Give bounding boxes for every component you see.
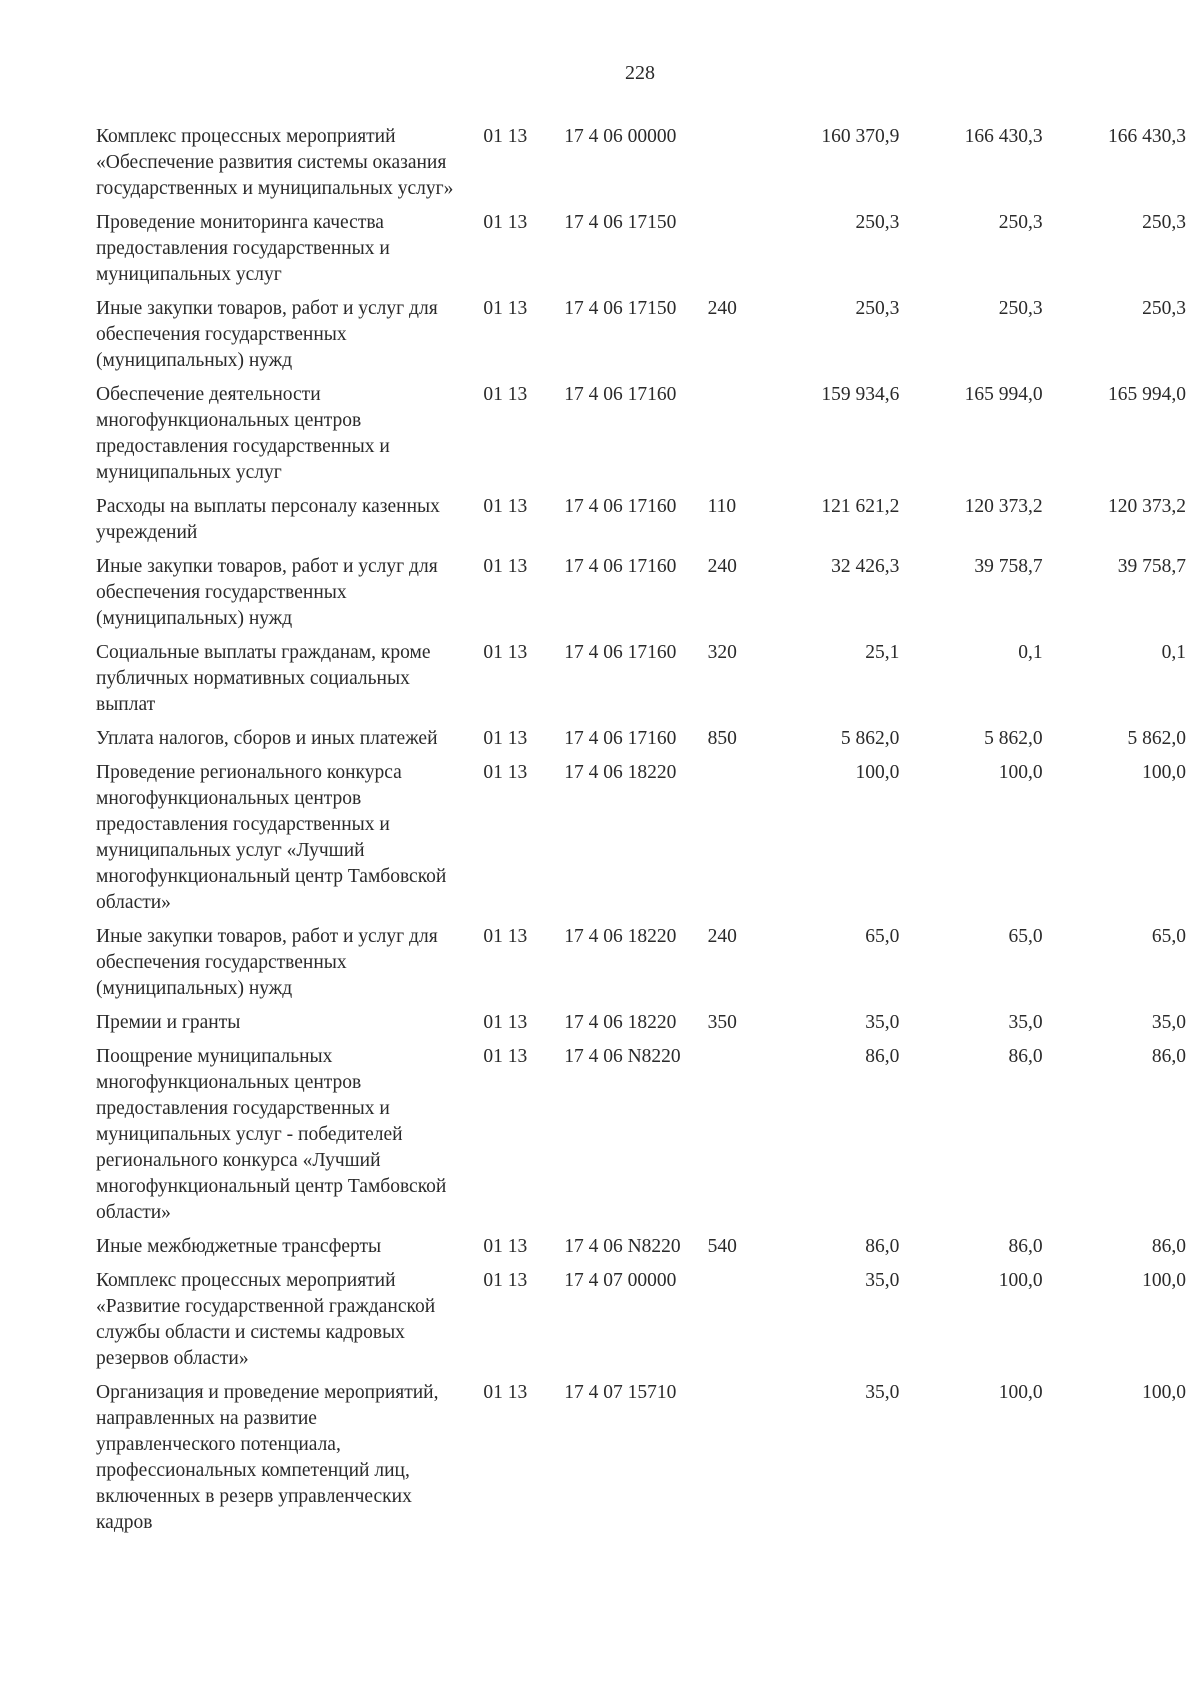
- table-row: [96, 124, 1190, 210]
- amount-year-2: 100,0: [998, 1382, 1043, 1403]
- page-number: 228: [625, 62, 655, 84]
- section-code: 01 13: [483, 1382, 528, 1403]
- section-code: 01 13: [483, 384, 528, 405]
- target-article-code: 17 4 06 17160: [564, 496, 677, 517]
- expense-type-code: [708, 124, 760, 210]
- amount-year-3: 120 373,2: [1108, 496, 1186, 517]
- amount-year-2: 86,0: [1008, 1236, 1043, 1257]
- table-row: [96, 1044, 1190, 1234]
- expense-name: Комплекс процессных мероприятий «Развитие государственной гражданской службы области и системы кадровых резервов области»: [96, 1270, 436, 1369]
- section-code: 01 13: [483, 728, 528, 749]
- expense-name: Социальные выплаты гражданам, кроме публичных нормативных социальных выплат: [96, 642, 431, 715]
- target-article-code: 17 4 07 15710: [564, 1382, 677, 1403]
- expense-name: Проведение мониторинга качества предоставления государственных и муниципальных услуг: [96, 212, 390, 285]
- table-row: [96, 924, 1190, 1010]
- amount-year-2: 120 373,2: [964, 496, 1043, 517]
- amount-year-2: 165 994,0: [964, 384, 1043, 405]
- expense-name: Иные межбюджетные трансферты: [96, 1236, 382, 1257]
- amount-year-3: 100,0: [1142, 1270, 1186, 1291]
- expense-name: Проведение регионального конкурса многофункциональных центров предоставления государственных и муниципальных услуг «Лучший многофункциональный центр Тамбовской области»: [96, 762, 447, 913]
- expense-type-code: [708, 1044, 760, 1234]
- expense-name: Поощрение муниципальных многофункциональных центров предоставления государственных и муниципальных услуг - победителей регионального конкурса «Лучший многофункциональный центр Тамбовской области»: [96, 1046, 447, 1223]
- section-code: 01 13: [483, 298, 528, 319]
- expense-name: Иные закупки товаров, работ и услуг для обеспечения государственных (муниципальных) нужд: [96, 556, 438, 629]
- amount-year-1: 32 426,3: [831, 556, 900, 577]
- amount-year-1: 100,0: [855, 762, 900, 783]
- amount-year-1: 65,0: [865, 926, 900, 947]
- expense-name: Организация и проведение мероприятий, направленных на развитие управленческого потенциала, профессиональных компетенций лиц, включенных в резерв управленческих кадров: [96, 1382, 439, 1533]
- table-row: [96, 760, 1190, 924]
- budget-table: [96, 124, 1190, 1544]
- section-code: 01 13: [483, 926, 528, 947]
- amount-year-1: 160 370,9: [821, 126, 900, 147]
- section-code: 01 13: [483, 556, 528, 577]
- amount-year-2: 250,3: [998, 298, 1043, 319]
- expense-name: Обеспечение деятельности многофункциональных центров предоставления государственных и муниципальных услуг: [96, 384, 390, 483]
- table-row: [96, 726, 1190, 760]
- amount-year-2: 166 430,3: [964, 126, 1043, 147]
- table-row: [96, 210, 1190, 296]
- amount-year-3: 165 994,0: [1108, 384, 1186, 405]
- amount-year-1: 121 621,2: [821, 496, 900, 517]
- amount-year-3: 250,3: [1142, 298, 1186, 319]
- amount-year-3: 0,1: [1161, 642, 1186, 663]
- table-row: [96, 382, 1190, 494]
- target-article-code: 17 4 06 17160: [564, 384, 677, 405]
- target-article-code: 17 4 06 00000: [564, 126, 677, 147]
- amount-year-2: 39 758,7: [974, 556, 1043, 577]
- table-row: [96, 1380, 1190, 1544]
- expense-type-code: 240: [707, 556, 737, 577]
- table-row: [96, 1010, 1190, 1044]
- expense-type-code: [708, 1268, 760, 1380]
- amount-year-2: 100,0: [998, 762, 1043, 783]
- amount-year-1: 35,0: [865, 1012, 900, 1033]
- amount-year-3: 5 862,0: [1127, 728, 1186, 749]
- section-code: 01 13: [483, 126, 528, 147]
- table-row: [96, 494, 1190, 554]
- table-row: [96, 554, 1190, 640]
- amount-year-1: 5 862,0: [840, 728, 900, 749]
- amount-year-3: 100,0: [1142, 1382, 1186, 1403]
- amount-year-3: 86,0: [1151, 1046, 1186, 1067]
- expense-name: Иные закупки товаров, работ и услуг для обеспечения государственных (муниципальных) нужд: [96, 926, 438, 999]
- amount-year-2: 0,1: [1018, 642, 1043, 663]
- expense-name: Расходы на выплаты персоналу казенных учреждений: [96, 496, 440, 543]
- amount-year-3: 166 430,3: [1108, 126, 1186, 147]
- amount-year-2: 86,0: [1008, 1046, 1043, 1067]
- table-row: [96, 640, 1190, 726]
- amount-year-2: 5 862,0: [984, 728, 1043, 749]
- target-article-code: 17 4 06 17160: [564, 642, 677, 663]
- expense-name: Комплекс процессных мероприятий «Обеспечение развития системы оказания государственных и муниципальных услуг»: [96, 126, 454, 199]
- target-article-code: 17 4 06 17160: [564, 556, 677, 577]
- target-article-code: 17 4 06 17160: [564, 728, 677, 749]
- expense-type-code: 850: [707, 728, 737, 749]
- amount-year-1: 250,3: [855, 298, 900, 319]
- section-code: 01 13: [483, 642, 528, 663]
- amount-year-3: 39 758,7: [1117, 556, 1186, 577]
- table-row: [96, 296, 1190, 382]
- expense-name: Премии и гранты: [96, 1012, 241, 1033]
- amount-year-3: 100,0: [1142, 762, 1186, 783]
- table-row: [96, 1268, 1190, 1380]
- expense-name: Иные закупки товаров, работ и услуг для обеспечения государственных (муниципальных) нужд: [96, 298, 438, 371]
- amount-year-3: 35,0: [1151, 1012, 1186, 1033]
- amount-year-1: 159 934,6: [821, 384, 900, 405]
- expense-type-code: 540: [707, 1236, 737, 1257]
- section-code: 01 13: [483, 762, 528, 783]
- expense-type-code: 110: [707, 496, 737, 517]
- table-row: [96, 1234, 1190, 1268]
- expense-name: Уплата налогов, сборов и иных платежей: [96, 728, 438, 749]
- expense-type-code: [708, 210, 760, 296]
- expense-type-code: 240: [707, 926, 737, 947]
- amount-year-3: 65,0: [1151, 926, 1186, 947]
- amount-year-3: 86,0: [1151, 1236, 1186, 1257]
- amount-year-1: 86,0: [865, 1236, 900, 1257]
- section-code: 01 13: [483, 212, 528, 233]
- section-code: 01 13: [483, 496, 528, 517]
- amount-year-2: 35,0: [1008, 1012, 1043, 1033]
- expense-type-code: [708, 760, 760, 924]
- amount-year-1: 35,0: [865, 1382, 900, 1403]
- target-article-code: 17 4 07 00000: [564, 1270, 677, 1291]
- section-code: 01 13: [483, 1046, 528, 1067]
- amount-year-1: 25,1: [865, 642, 900, 663]
- amount-year-1: 250,3: [855, 212, 900, 233]
- expense-type-code: 240: [707, 298, 737, 319]
- section-code: 01 13: [483, 1012, 528, 1033]
- target-article-code: 17 4 06 18220: [564, 1012, 677, 1033]
- amount-year-2: 100,0: [998, 1270, 1043, 1291]
- expense-type-code: 350: [707, 1012, 737, 1033]
- expense-type-code: [708, 382, 760, 494]
- amount-year-1: 35,0: [865, 1270, 900, 1291]
- target-article-code: 17 4 06 17150: [564, 212, 677, 233]
- target-article-code: 17 4 06 18220: [564, 926, 677, 947]
- section-code: 01 13: [483, 1270, 528, 1291]
- amount-year-1: 86,0: [865, 1046, 900, 1067]
- expense-type-code: 320: [707, 642, 737, 663]
- amount-year-3: 250,3: [1142, 212, 1186, 233]
- section-code: 01 13: [483, 1236, 528, 1257]
- amount-year-2: 250,3: [998, 212, 1043, 233]
- target-article-code: 17 4 06 17150: [564, 298, 677, 319]
- target-article-code: 17 4 06 N8220: [564, 1046, 681, 1067]
- budget-table-body: [96, 124, 1190, 1544]
- target-article-code: 17 4 06 N8220: [564, 1236, 681, 1257]
- expense-type-code: [708, 1380, 760, 1544]
- target-article-code: 17 4 06 18220: [564, 762, 677, 783]
- amount-year-2: 65,0: [1008, 926, 1043, 947]
